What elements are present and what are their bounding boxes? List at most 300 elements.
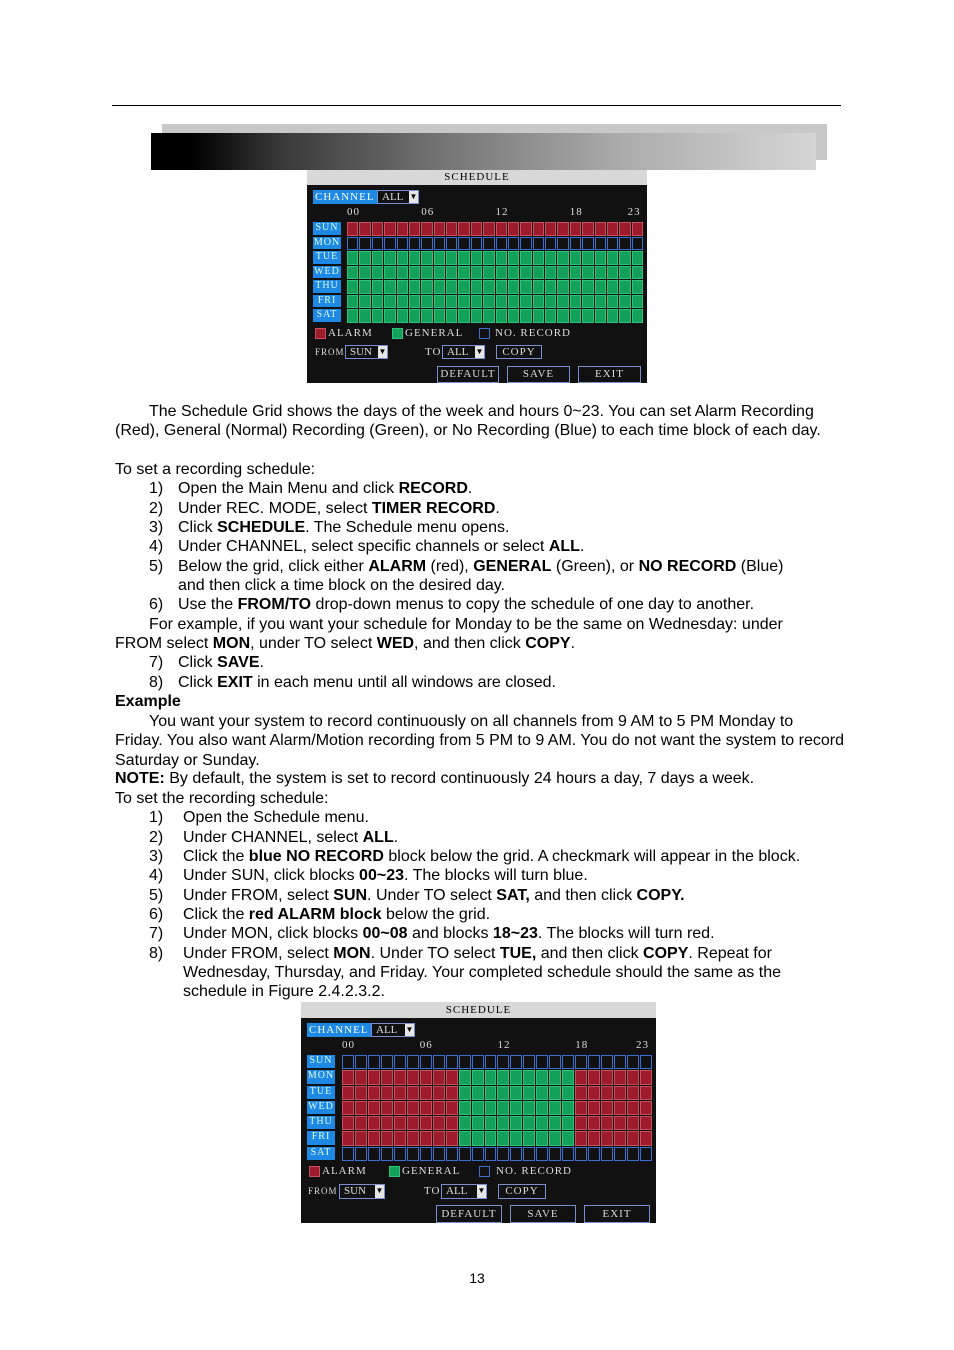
time-block[interactable] (520, 222, 531, 236)
time-block[interactable] (557, 309, 568, 323)
general-swatch[interactable] (392, 328, 403, 339)
time-block[interactable] (582, 280, 593, 294)
time-block[interactable] (359, 309, 370, 323)
time-block[interactable] (384, 237, 395, 251)
time-block[interactable] (394, 1147, 406, 1161)
time-block[interactable] (536, 1086, 548, 1100)
time-block[interactable] (549, 1070, 561, 1084)
time-block[interactable] (421, 237, 432, 251)
time-block[interactable] (384, 222, 395, 236)
time-block[interactable] (483, 251, 494, 265)
time-block[interactable] (545, 266, 556, 280)
time-block[interactable] (497, 1101, 509, 1115)
time-block[interactable] (407, 1116, 419, 1130)
time-block[interactable] (384, 295, 395, 309)
time-block[interactable] (384, 251, 395, 265)
time-block[interactable] (545, 222, 556, 236)
time-block[interactable] (420, 1147, 432, 1161)
time-block[interactable] (368, 1116, 380, 1130)
time-block[interactable] (359, 280, 370, 294)
time-block[interactable] (627, 1101, 639, 1115)
day-label-wed[interactable]: WED (314, 265, 340, 277)
time-block[interactable] (520, 309, 531, 323)
time-block[interactable] (420, 1101, 432, 1115)
time-block[interactable] (545, 237, 556, 251)
time-block[interactable] (409, 309, 420, 323)
time-block[interactable] (434, 251, 445, 265)
time-block[interactable] (407, 1147, 419, 1161)
time-block[interactable] (372, 280, 383, 294)
time-block[interactable] (497, 1116, 509, 1130)
time-block[interactable] (458, 266, 469, 280)
time-block[interactable] (575, 1101, 587, 1115)
time-block[interactable] (627, 1147, 639, 1161)
time-block[interactable] (545, 295, 556, 309)
time-block[interactable] (446, 309, 457, 323)
day-label-sat[interactable]: SAT (307, 1147, 335, 1160)
time-block[interactable] (472, 1086, 484, 1100)
time-block[interactable] (562, 1086, 574, 1100)
time-block[interactable] (536, 1131, 548, 1145)
time-block[interactable] (372, 237, 383, 251)
time-block[interactable] (347, 280, 358, 294)
time-block[interactable] (614, 1070, 626, 1084)
time-block[interactable] (619, 237, 630, 251)
exit-button[interactable]: EXIT (584, 1205, 650, 1223)
time-block[interactable] (472, 1055, 484, 1069)
time-block[interactable] (496, 295, 507, 309)
time-block[interactable] (372, 309, 383, 323)
time-block[interactable] (497, 1055, 509, 1069)
time-block[interactable] (510, 1055, 522, 1069)
time-block[interactable] (433, 1131, 445, 1145)
time-block[interactable] (434, 237, 445, 251)
time-block[interactable] (409, 222, 420, 236)
time-block[interactable] (575, 1147, 587, 1161)
time-block[interactable] (497, 1070, 509, 1084)
time-block[interactable] (434, 266, 445, 280)
time-block[interactable] (575, 1086, 587, 1100)
time-block[interactable] (384, 280, 395, 294)
time-block[interactable] (472, 1070, 484, 1084)
time-block[interactable] (397, 251, 408, 265)
time-block[interactable] (619, 251, 630, 265)
time-block[interactable] (582, 295, 593, 309)
time-block[interactable] (381, 1116, 393, 1130)
time-block[interactable] (614, 1101, 626, 1115)
time-block[interactable] (508, 237, 519, 251)
time-block[interactable] (614, 1116, 626, 1130)
time-block[interactable] (588, 1101, 600, 1115)
time-block[interactable] (446, 295, 457, 309)
time-block[interactable] (562, 1131, 574, 1145)
time-block[interactable] (434, 295, 445, 309)
time-block[interactable] (536, 1055, 548, 1069)
time-block[interactable] (368, 1055, 380, 1069)
time-block[interactable] (582, 251, 593, 265)
time-block[interactable] (372, 251, 383, 265)
time-block[interactable] (433, 1147, 445, 1161)
time-block[interactable] (627, 1116, 639, 1130)
time-block[interactable] (471, 266, 482, 280)
time-block[interactable] (381, 1101, 393, 1115)
time-block[interactable] (595, 222, 606, 236)
time-block[interactable] (570, 237, 581, 251)
time-block[interactable] (394, 1070, 406, 1084)
time-block[interactable] (562, 1055, 574, 1069)
time-block[interactable] (520, 237, 531, 251)
day-label-mon[interactable]: MON (307, 1070, 335, 1083)
time-block[interactable] (459, 1131, 471, 1145)
time-block[interactable] (483, 295, 494, 309)
time-block[interactable] (582, 309, 593, 323)
time-block[interactable] (523, 1147, 535, 1161)
time-block[interactable] (508, 280, 519, 294)
time-block[interactable] (342, 1070, 354, 1084)
day-label-sun[interactable]: SUN (313, 222, 341, 235)
time-block[interactable] (632, 266, 643, 280)
time-block[interactable] (384, 309, 395, 323)
time-block[interactable] (640, 1070, 652, 1084)
time-block[interactable] (510, 1131, 522, 1145)
time-block[interactable] (342, 1131, 354, 1145)
time-block[interactable] (342, 1116, 354, 1130)
time-block[interactable] (355, 1131, 367, 1145)
time-block[interactable] (394, 1131, 406, 1145)
time-block[interactable] (483, 280, 494, 294)
time-block[interactable] (446, 1055, 458, 1069)
time-block[interactable] (420, 1055, 432, 1069)
time-block[interactable] (601, 1055, 613, 1069)
time-block[interactable] (640, 1116, 652, 1130)
time-block[interactable] (570, 222, 581, 236)
time-block[interactable] (588, 1147, 600, 1161)
time-block[interactable] (347, 237, 358, 251)
channel-select[interactable] (377, 190, 419, 204)
time-block[interactable] (446, 1131, 458, 1145)
time-block[interactable] (557, 251, 568, 265)
time-block[interactable] (355, 1070, 367, 1084)
time-block[interactable] (508, 222, 519, 236)
time-block[interactable] (510, 1116, 522, 1130)
time-block[interactable] (433, 1101, 445, 1115)
time-block[interactable] (485, 1055, 497, 1069)
time-block[interactable] (508, 266, 519, 280)
time-block[interactable] (627, 1055, 639, 1069)
time-block[interactable] (458, 309, 469, 323)
time-block[interactable] (483, 237, 494, 251)
time-block[interactable] (446, 1147, 458, 1161)
time-block[interactable] (409, 280, 420, 294)
time-block[interactable] (420, 1116, 432, 1130)
no-record-swatch[interactable] (479, 328, 490, 339)
time-block[interactable] (545, 309, 556, 323)
time-block[interactable] (601, 1116, 613, 1130)
time-block[interactable] (575, 1116, 587, 1130)
time-block[interactable] (619, 309, 630, 323)
time-block[interactable] (446, 1070, 458, 1084)
time-block[interactable] (601, 1070, 613, 1084)
time-block[interactable] (595, 280, 606, 294)
time-block[interactable] (536, 1147, 548, 1161)
time-block[interactable] (458, 237, 469, 251)
time-block[interactable] (381, 1070, 393, 1084)
time-block[interactable] (545, 280, 556, 294)
time-block[interactable] (342, 1147, 354, 1161)
time-block[interactable] (607, 237, 618, 251)
copy-button[interactable]: COPY (498, 1184, 546, 1199)
time-block[interactable] (562, 1070, 574, 1084)
time-block[interactable] (549, 1086, 561, 1100)
time-block[interactable] (472, 1147, 484, 1161)
time-block[interactable] (632, 295, 643, 309)
time-block[interactable] (372, 266, 383, 280)
exit-button[interactable]: EXIT (578, 366, 641, 383)
time-block[interactable] (459, 1070, 471, 1084)
time-block[interactable] (446, 1116, 458, 1130)
time-block[interactable] (433, 1086, 445, 1100)
time-block[interactable] (394, 1086, 406, 1100)
day-label-tue[interactable]: TUE (307, 1086, 335, 1099)
time-block[interactable] (397, 266, 408, 280)
time-block[interactable] (381, 1131, 393, 1145)
day-label-sat[interactable]: SAT (313, 309, 341, 322)
time-block[interactable] (595, 237, 606, 251)
time-block[interactable] (640, 1086, 652, 1100)
time-block[interactable] (601, 1147, 613, 1161)
time-block[interactable] (549, 1055, 561, 1069)
time-block[interactable] (520, 295, 531, 309)
time-block[interactable] (520, 251, 531, 265)
time-block[interactable] (536, 1070, 548, 1084)
time-block[interactable] (510, 1101, 522, 1115)
time-block[interactable] (459, 1101, 471, 1115)
time-block[interactable] (434, 280, 445, 294)
time-block[interactable] (614, 1086, 626, 1100)
time-block[interactable] (549, 1147, 561, 1161)
time-block[interactable] (627, 1131, 639, 1145)
time-block[interactable] (397, 237, 408, 251)
time-block[interactable] (355, 1147, 367, 1161)
time-block[interactable] (458, 280, 469, 294)
time-block[interactable] (368, 1101, 380, 1115)
general-swatch[interactable] (389, 1166, 400, 1177)
time-block[interactable] (446, 280, 457, 294)
time-block[interactable] (595, 295, 606, 309)
time-block[interactable] (407, 1070, 419, 1084)
time-block[interactable] (496, 251, 507, 265)
time-block[interactable] (523, 1131, 535, 1145)
time-block[interactable] (627, 1086, 639, 1100)
time-block[interactable] (420, 1070, 432, 1084)
time-block[interactable] (533, 295, 544, 309)
time-block[interactable] (471, 222, 482, 236)
time-block[interactable] (421, 295, 432, 309)
day-label-wed[interactable]: WED (307, 1101, 335, 1114)
time-block[interactable] (483, 222, 494, 236)
time-block[interactable] (570, 266, 581, 280)
time-block[interactable] (523, 1070, 535, 1084)
time-block[interactable] (640, 1055, 652, 1069)
time-block[interactable] (368, 1131, 380, 1145)
time-block[interactable] (397, 280, 408, 294)
day-label-sun[interactable]: SUN (307, 1055, 335, 1068)
time-block[interactable] (601, 1086, 613, 1100)
time-block[interactable] (421, 309, 432, 323)
time-block[interactable] (595, 266, 606, 280)
time-block[interactable] (601, 1131, 613, 1145)
time-block[interactable] (397, 222, 408, 236)
save-button[interactable]: SAVE (510, 1205, 576, 1223)
time-block[interactable] (458, 251, 469, 265)
time-block[interactable] (347, 309, 358, 323)
time-block[interactable] (562, 1116, 574, 1130)
time-block[interactable] (355, 1086, 367, 1100)
time-block[interactable] (485, 1131, 497, 1145)
time-block[interactable] (619, 280, 630, 294)
day-label-mon[interactable]: MON (313, 236, 341, 248)
time-block[interactable] (409, 237, 420, 251)
time-block[interactable] (355, 1055, 367, 1069)
time-block[interactable] (508, 295, 519, 309)
time-block[interactable] (614, 1147, 626, 1161)
time-block[interactable] (359, 237, 370, 251)
time-block[interactable] (472, 1101, 484, 1115)
time-block[interactable] (472, 1116, 484, 1130)
time-block[interactable] (557, 222, 568, 236)
time-block[interactable] (520, 266, 531, 280)
from-select[interactable] (345, 345, 388, 359)
time-block[interactable] (619, 222, 630, 236)
time-block[interactable] (368, 1147, 380, 1161)
time-block[interactable] (394, 1116, 406, 1130)
time-block[interactable] (368, 1070, 380, 1084)
time-block[interactable] (421, 222, 432, 236)
alarm-swatch[interactable] (315, 328, 326, 339)
time-block[interactable] (397, 309, 408, 323)
time-block[interactable] (485, 1147, 497, 1161)
time-block[interactable] (347, 266, 358, 280)
time-block[interactable] (570, 295, 581, 309)
save-button[interactable]: SAVE (507, 366, 570, 383)
time-block[interactable] (347, 295, 358, 309)
time-block[interactable] (640, 1131, 652, 1145)
copy-button[interactable]: COPY (496, 345, 542, 359)
time-block[interactable] (557, 295, 568, 309)
day-label-thu[interactable]: THU (313, 280, 341, 293)
time-block[interactable] (614, 1131, 626, 1145)
time-block[interactable] (533, 237, 544, 251)
time-block[interactable] (508, 309, 519, 323)
time-block[interactable] (434, 309, 445, 323)
time-block[interactable] (570, 280, 581, 294)
time-block[interactable] (483, 266, 494, 280)
time-block[interactable] (523, 1086, 535, 1100)
time-block[interactable] (342, 1055, 354, 1069)
time-block[interactable] (557, 237, 568, 251)
time-block[interactable] (570, 251, 581, 265)
time-block[interactable] (607, 280, 618, 294)
time-block[interactable] (368, 1086, 380, 1100)
time-block[interactable] (409, 295, 420, 309)
default-button[interactable]: DEFAULT (437, 366, 499, 383)
time-block[interactable] (459, 1147, 471, 1161)
time-block[interactable] (632, 280, 643, 294)
time-block[interactable] (497, 1086, 509, 1100)
time-block[interactable] (607, 309, 618, 323)
time-block[interactable] (446, 237, 457, 251)
time-block[interactable] (394, 1101, 406, 1115)
time-block[interactable] (359, 251, 370, 265)
time-block[interactable] (446, 1101, 458, 1115)
day-label-fri[interactable]: FRI (313, 295, 341, 308)
time-block[interactable] (381, 1055, 393, 1069)
time-block[interactable] (545, 251, 556, 265)
time-block[interactable] (601, 1101, 613, 1115)
time-block[interactable] (359, 222, 370, 236)
time-block[interactable] (394, 1055, 406, 1069)
time-block[interactable] (557, 280, 568, 294)
time-block[interactable] (640, 1147, 652, 1161)
time-block[interactable] (533, 251, 544, 265)
time-block[interactable] (588, 1086, 600, 1100)
time-block[interactable] (549, 1101, 561, 1115)
time-block[interactable] (433, 1055, 445, 1069)
time-block[interactable] (485, 1070, 497, 1084)
time-block[interactable] (459, 1086, 471, 1100)
time-block[interactable] (434, 222, 445, 236)
time-block[interactable] (420, 1131, 432, 1145)
time-block[interactable] (496, 222, 507, 236)
time-block[interactable] (588, 1131, 600, 1145)
time-block[interactable] (421, 280, 432, 294)
time-block[interactable] (510, 1147, 522, 1161)
time-block[interactable] (588, 1070, 600, 1084)
time-block[interactable] (533, 280, 544, 294)
time-block[interactable] (632, 309, 643, 323)
time-block[interactable] (496, 309, 507, 323)
time-block[interactable] (433, 1116, 445, 1130)
time-block[interactable] (458, 222, 469, 236)
time-block[interactable] (496, 266, 507, 280)
time-block[interactable] (562, 1101, 574, 1115)
time-block[interactable] (384, 266, 395, 280)
time-block[interactable] (407, 1055, 419, 1069)
time-block[interactable] (471, 251, 482, 265)
time-block[interactable] (619, 295, 630, 309)
time-block[interactable] (446, 1086, 458, 1100)
time-block[interactable] (485, 1101, 497, 1115)
no-record-swatch[interactable] (479, 1166, 490, 1177)
alarm-swatch[interactable] (309, 1166, 320, 1177)
channel-select[interactable] (371, 1023, 415, 1037)
time-block[interactable] (510, 1086, 522, 1100)
time-block[interactable] (446, 222, 457, 236)
time-block[interactable] (359, 266, 370, 280)
time-block[interactable] (496, 237, 507, 251)
time-block[interactable] (575, 1070, 587, 1084)
time-block[interactable] (575, 1131, 587, 1145)
time-block[interactable] (472, 1131, 484, 1145)
time-block[interactable] (523, 1116, 535, 1130)
time-block[interactable] (520, 280, 531, 294)
time-block[interactable] (619, 266, 630, 280)
time-block[interactable] (588, 1116, 600, 1130)
time-block[interactable] (575, 1055, 587, 1069)
time-block[interactable] (570, 309, 581, 323)
time-block[interactable] (381, 1086, 393, 1100)
time-block[interactable] (588, 1055, 600, 1069)
